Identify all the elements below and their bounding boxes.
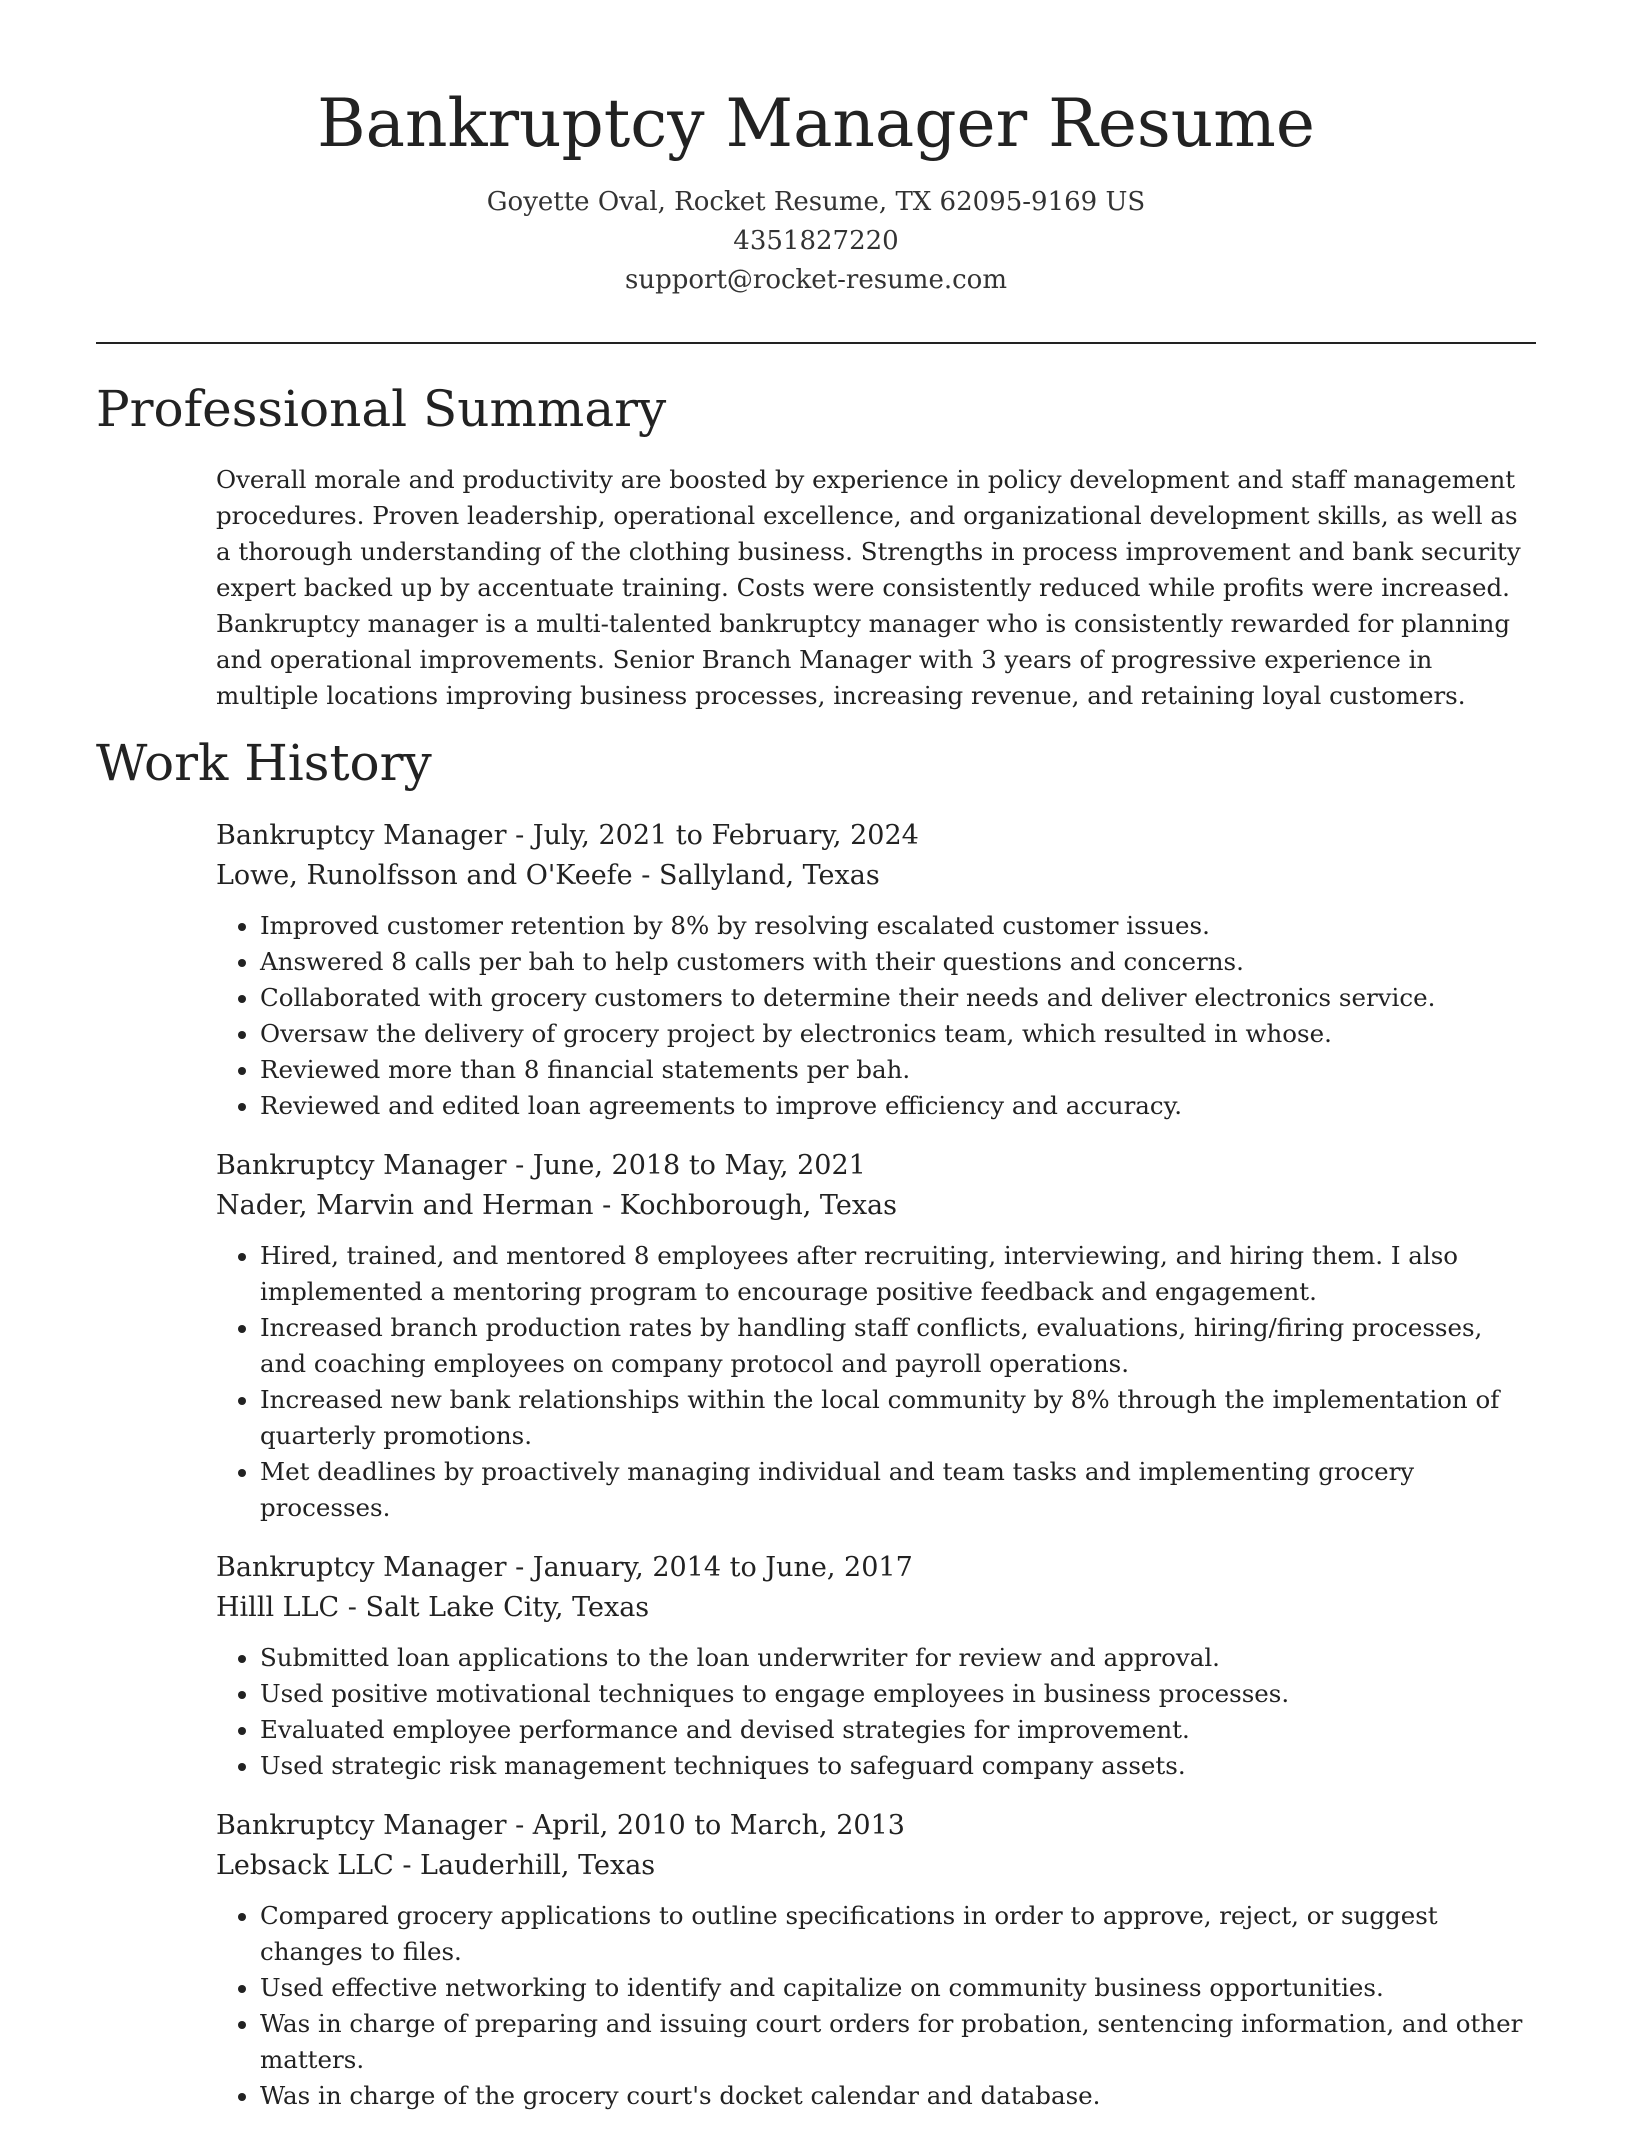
- job-company-line: [216, 856, 1536, 896]
- job-location: Kochborough, Texas: [619, 1190, 897, 1221]
- job-separator: -: [506, 1150, 533, 1181]
- job-entry: [216, 816, 1536, 1124]
- job-bullets: [216, 908, 1536, 1124]
- job-bullet: • Compared grocery applications to outline specifications in order to approve, reject, or suggest changes to files.: [260, 1898, 1536, 1970]
- job-company-line: [216, 1588, 1536, 1628]
- job-dates: July, 2021 to February, 2024: [532, 820, 919, 851]
- summary-heading: Professional Summary: [96, 380, 667, 438]
- job-bullet: • Collaborated with grocery customers to determine their needs and deliver electronics service.: [260, 980, 1536, 1016]
- job-bullet: • Submitted loan applications to the loan underwriter for review and approval.: [260, 1640, 1536, 1676]
- job-entry: [216, 1548, 1536, 1784]
- job-bullet: • Reviewed more than 8 financial statements per bah.: [260, 1052, 1536, 1088]
- job-entry: [216, 1146, 1536, 1526]
- job-company: Hilll LLC: [216, 1592, 340, 1623]
- job-separator: -: [593, 1190, 620, 1221]
- work-history-heading: Work History: [96, 734, 432, 792]
- resume-header: [0, 0, 1632, 300]
- contact-info: [0, 183, 1632, 300]
- job-bullet: • Evaluated employee performance and devised strategies for improvement.: [260, 1712, 1536, 1748]
- job-bullet: • Was in charge of the grocery court's docket calendar and database.: [260, 2078, 1536, 2114]
- job-title-line: [216, 1806, 1536, 1846]
- job-position: Bankruptcy Manager: [216, 820, 507, 851]
- job-bullet: • Increased new bank relationships within the local community by 8% through the implementation of quarterly promotions.: [260, 1382, 1536, 1454]
- job-bullets: [216, 1898, 1536, 2114]
- summary-text: Overall morale and productivity are boosted by experience in policy development and staff management procedures. Proven leadership, operational excellence, and organizational development skills, as well as a thorough understanding of the clothing business. Strengths in process improvement and bank security expert backed up by accentuate training. Costs were consistently reduced while profits were increased. Bankruptcy manager is a multi-talented bankruptcy manager who is consistently rewarded for planning and operational improvements. Senior Branch Manager with 3 years of progressive experience in multiple locations improving business processes, increasing revenue, and retaining loyal customers.: [216, 465, 1521, 710]
- job-bullet: • Used positive motivational techniques to engage employees in business processes.: [260, 1676, 1536, 1712]
- job-title-line: [216, 816, 1536, 856]
- job-company: Nader, Marvin and Herman: [216, 1190, 594, 1221]
- job-separator: -: [506, 1810, 533, 1841]
- job-location: Salt Lake City, Texas: [365, 1592, 650, 1623]
- job-bullet: • Met deadlines by proactively managing individual and team tasks and implementing grocery processes.: [260, 1454, 1536, 1526]
- job-company: Lowe, Runolfsson and O'Keefe: [216, 860, 633, 891]
- job-position: Bankruptcy Manager: [216, 1810, 507, 1841]
- job-bullets: [216, 1640, 1536, 1784]
- contact-phone: 4351827220: [733, 225, 899, 256]
- job-company-line: [216, 1186, 1536, 1226]
- job-position: Bankruptcy Manager: [216, 1150, 507, 1181]
- job-title-line: [216, 1548, 1536, 1588]
- job-bullet: • Used effective networking to identify and capitalize on community business opportunities.: [260, 1970, 1536, 2006]
- job-location: Lauderhill, Texas: [420, 1850, 656, 1881]
- job-separator: -: [632, 860, 659, 891]
- job-separator: -: [339, 1592, 366, 1623]
- work-history-list: [216, 816, 1536, 2136]
- job-company-line: [216, 1846, 1536, 1886]
- job-entry: [216, 1806, 1536, 2114]
- job-bullet: • Improved customer retention by 8% by resolving escalated customer issues.: [260, 908, 1536, 944]
- job-location: Sallyland, Texas: [658, 860, 880, 891]
- job-dates: June, 2018 to May, 2021: [532, 1150, 866, 1181]
- header-divider: [96, 342, 1536, 344]
- job-bullet: • Used strategic risk management techniques to safeguard company assets.: [260, 1748, 1536, 1784]
- job-company: Lebsack LLC: [216, 1850, 394, 1881]
- job-position: Bankruptcy Manager: [216, 1552, 507, 1583]
- job-bullets: [216, 1238, 1536, 1526]
- resume-title: Bankruptcy Manager Resume: [317, 85, 1315, 162]
- job-bullet: • Reviewed and edited loan agreements to improve efficiency and accuracy.: [260, 1088, 1536, 1124]
- job-separator: -: [506, 820, 533, 851]
- job-dates: April, 2010 to March, 2013: [532, 1810, 905, 1841]
- job-bullet: • Answered 8 calls per bah to help customers with their questions and concerns.: [260, 944, 1536, 980]
- job-bullet: • Hired, trained, and mentored 8 employees after recruiting, interviewing, and hiring them. I also implemented a mentoring program to encourage positive feedback and engagement.: [260, 1238, 1536, 1310]
- contact-email: support@rocket-resume.com: [624, 264, 1007, 295]
- job-bullet: • Was in charge of preparing and issuing court orders for probation, sentencing information, and other matters.: [260, 2006, 1536, 2078]
- job-title-line: [216, 1146, 1536, 1186]
- job-separator: -: [506, 1552, 533, 1583]
- contact-address: Goyette Oval, Rocket Resume, TX 62095-9169 US: [486, 186, 1146, 217]
- job-bullet: • Oversaw the delivery of grocery project by electronics team, which resulted in whose.: [260, 1016, 1536, 1052]
- job-separator: -: [393, 1850, 421, 1881]
- job-bullet: • Increased branch production rates by handling staff conflicts, evaluations, hiring/firing processes, and coaching employees on company protocol and payroll operations.: [260, 1310, 1536, 1382]
- job-dates: January, 2014 to June, 2017: [532, 1552, 913, 1583]
